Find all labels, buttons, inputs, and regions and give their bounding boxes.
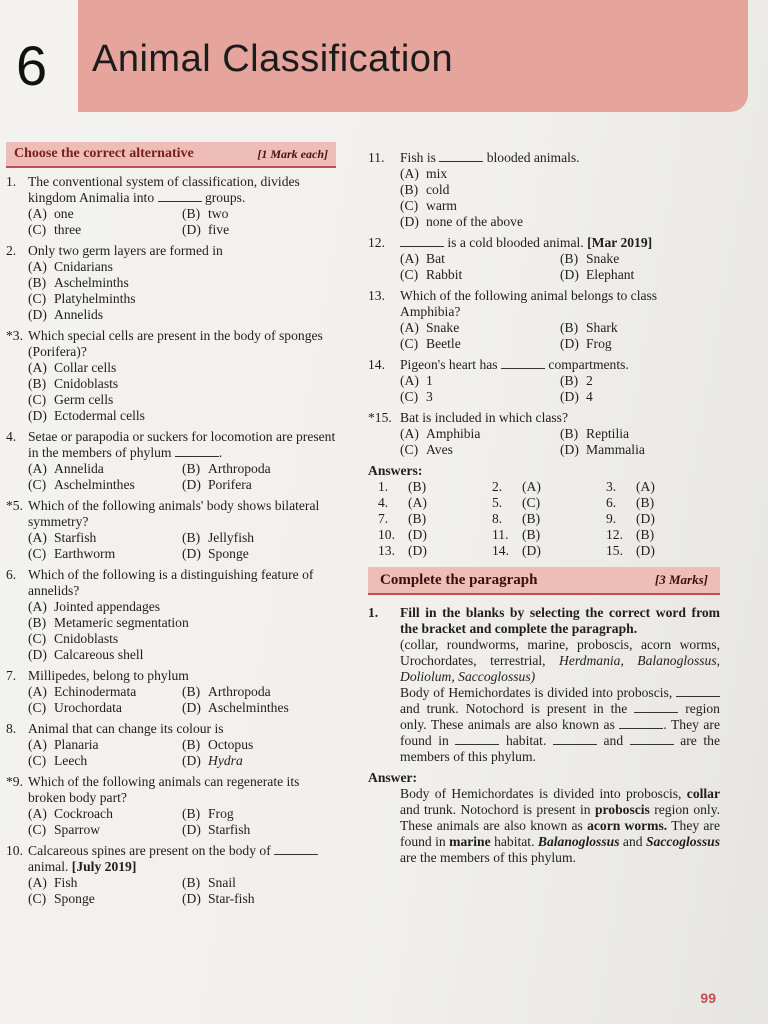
answer-item: 6. (B) (606, 495, 655, 510)
question-15 (368, 410, 720, 458)
section-heading-text: Complete the paragraph (380, 572, 538, 588)
option-a: (A) Cnidarians (28, 259, 113, 274)
question-number: 8. (6, 721, 17, 736)
question-10 (6, 843, 336, 907)
option-b: (B) Octopus (182, 737, 254, 752)
option-a: (A) Echinodermata (28, 684, 137, 699)
option-d: (D) Calcareous shell (28, 647, 144, 662)
question-12 (368, 235, 720, 283)
right-column (368, 150, 720, 866)
answer-blank (175, 445, 219, 457)
options (6, 206, 336, 238)
question-number: 13. (368, 288, 385, 303)
answer-blank (501, 357, 545, 369)
option-d: (D) Porifera (182, 477, 252, 492)
question-number: 1. (6, 174, 17, 189)
answer-blank (158, 190, 202, 202)
question-11 (368, 150, 720, 230)
answer-item: 7. (B) (378, 511, 427, 526)
option-a: (A) Starfish (28, 530, 97, 545)
fill-paragraph: Body of Hemichordates is divided into proboscis, and trunk. Notochord is present in the region only. These animals are also known as . They are found in habitat. and are the members of this phylum. (400, 685, 721, 764)
option-d: (D) Star-fish (182, 891, 255, 906)
answer-item: 5. (C) (492, 495, 541, 510)
option-c: (C) Sparrow (28, 822, 101, 837)
question-number: 10. (6, 843, 23, 858)
options (368, 373, 720, 405)
question-6 (6, 567, 336, 663)
option-a: (A) Cockroach (28, 806, 113, 821)
options (6, 259, 336, 323)
section-heading-text: Choose the correct alternative (14, 146, 194, 161)
option-a: (A) one (28, 206, 74, 221)
question-text: Pigeon's heart has (400, 357, 498, 372)
option-b: (B) 2 (560, 373, 593, 388)
option-d: (D) 4 (560, 389, 593, 404)
question-number: *3. (6, 328, 23, 343)
option-d: (D) Mammalia (560, 442, 645, 457)
question-8 (6, 721, 336, 769)
option-b: (B) Snake (560, 251, 620, 266)
answer-item: 3. (A) (606, 479, 655, 494)
options (6, 530, 336, 562)
question-number: *9. (6, 774, 23, 789)
option-b: (B) Metameric segmentation (28, 615, 189, 630)
question-text: Fish is (400, 150, 436, 165)
answer-key (368, 479, 720, 559)
question-text: Only two germ layers are formed in (28, 243, 223, 258)
option-c: (C) Rabbit (400, 267, 463, 282)
question-number: 7. (6, 668, 17, 683)
question-text: The conventional system of classification, divides kingdom Animalia into (28, 174, 300, 205)
option-b: (B) cold (400, 182, 450, 197)
answer-item: 11. (B) (492, 527, 541, 542)
option-c: (C) 3 (400, 389, 433, 404)
question-2 (6, 243, 336, 323)
answer-item: 9. (D) (606, 511, 655, 526)
option-b: (B) Cnidoblasts (28, 376, 119, 391)
option-c: (C) Urochordata (28, 700, 122, 715)
left-column (6, 142, 336, 912)
option-b: (B) two (182, 206, 229, 221)
option-c: (C) Aves (400, 442, 453, 457)
option-a: (A) Fish (28, 875, 78, 890)
question-number: *5. (6, 498, 23, 513)
chapter-title: Animal Classification (92, 38, 454, 80)
answer-blank (400, 235, 444, 247)
question-5 (6, 498, 336, 562)
exam-tag: [Mar 2019] (587, 235, 653, 250)
option-b: (B) Jellyfish (182, 530, 255, 545)
option-c: (C) three (28, 222, 82, 237)
option-d: (D) Aschelminthes (182, 700, 289, 715)
option-b: (B) Arthropoda (182, 461, 271, 476)
question-text: Which of the following animals can regenerate its broken body part? (28, 774, 300, 805)
options (6, 684, 336, 716)
question-4: 4. Setae or parapodia or suckers for locomotion are present in the members of phylum . (A) Annelida (B) Arthropoda (C) Aschelminthes (D) Porifera (6, 429, 336, 492)
options (368, 426, 720, 458)
question-text: Which of the following animals' body shows bilateral symmetry? (28, 498, 320, 529)
question-1 (6, 174, 336, 238)
option-d: (D) Sponge (182, 546, 249, 561)
options (6, 461, 336, 493)
option-d: (D) Ectodermal cells (28, 408, 145, 423)
option-c: (C) warm (400, 198, 457, 213)
question-7 (6, 668, 336, 716)
option-b: (B) Reptilia (560, 426, 630, 441)
option-b: (B) Aschelminths (28, 275, 129, 290)
option-a: (A) Amphibia (400, 426, 481, 441)
exam-tag: [July 2019] (71, 859, 137, 874)
option-d: (D) Elephant (560, 267, 635, 282)
answer-item: 13. (D) (378, 543, 427, 558)
answer-heading: Answer: (368, 770, 418, 785)
option-a: (A) 1 (400, 373, 433, 388)
option-b: (B) Arthropoda (182, 684, 271, 699)
answer-item: 2. (A) (492, 479, 541, 494)
option-d: (D) Starfish (182, 822, 251, 837)
option-c: (C) Leech (28, 753, 88, 768)
answer-item: 10. (D) (378, 527, 427, 542)
question-3 (6, 328, 336, 424)
option-a: (A) Annelida (28, 461, 104, 476)
answer-item: 14. (D) (492, 543, 541, 558)
options (6, 360, 336, 424)
options (6, 599, 336, 663)
chapter-number: 6 (16, 34, 48, 97)
question-text-cont: animal. (28, 859, 69, 874)
question-number: *15. (368, 410, 392, 425)
page-number: 99 (700, 990, 716, 1006)
question-text: Calcareous spines are present on the body of (28, 843, 271, 858)
question-14 (368, 357, 720, 405)
question-text-cont: groups. (204, 190, 246, 205)
fill-instruction: Fill in the blanks by selecting the correct word from the bracket and complete the paragraph. (400, 605, 720, 636)
question-text: Which special cells are present in the body of sponges (Porifera)? (28, 328, 323, 359)
option-d: (D) Annelids (28, 307, 104, 322)
question-text-cont: blooded animals. (486, 150, 580, 165)
answer-item: 4. (A) (378, 495, 427, 510)
question-number: 6. (6, 567, 17, 582)
answer-paragraph: Body of Hemichordates is divided into proboscis, collar and trunk. Notochord is present in proboscis region only. These animals are also known as acorn worms. They are found in marine habitat. Balanoglossus and Saccoglossus are the members of this phylum. (400, 786, 721, 865)
answer-item: 8. (B) (492, 511, 541, 526)
options (6, 806, 336, 838)
question-text: Setae or parapodia or suckers for locomotion are present in the members of phylum (28, 429, 336, 460)
section-heading-paragraph (368, 567, 720, 595)
option-d: (D) Frog (560, 336, 612, 351)
question-number: 2. (6, 243, 17, 258)
answer-item: 12. (B) (606, 527, 655, 542)
question-text: Animal that can change its colour is (28, 721, 224, 736)
question-9 (6, 774, 336, 838)
question-text: Which of the following is a distinguishing feature of annelids? (28, 567, 314, 598)
question-number: 1. (368, 605, 379, 620)
option-a: (A) Snake (400, 320, 460, 335)
option-c: (C) Sponge (28, 891, 95, 906)
option-c: (C) Beetle (400, 336, 461, 351)
option-c: (C) Aschelminthes (28, 477, 135, 492)
option-a: (A) Planaria (28, 737, 99, 752)
options (368, 320, 720, 352)
answers-heading: Answers: (368, 463, 423, 478)
question-number: 11. (368, 150, 385, 165)
question-number: 14. (368, 357, 385, 372)
question-text: Which of the following animal belongs to class Amphibia? (400, 288, 658, 319)
question-13 (368, 288, 720, 352)
option-c: (C) Cnidoblasts (28, 631, 119, 646)
option-c: (C) Germ cells (28, 392, 114, 407)
question-number: 4. (6, 429, 17, 444)
fill-question-1 (368, 605, 720, 765)
option-d: (D) none of the above (400, 214, 524, 229)
answer-item: 1. (B) (378, 479, 427, 494)
option-b: (B) Shark (560, 320, 618, 335)
question-text-cont: compartments. (548, 357, 629, 372)
question-text: is a cold blooded animal. (447, 235, 584, 250)
option-a: (A) mix (400, 166, 448, 181)
option-a: (A) Collar cells (28, 360, 117, 375)
option-d: (D) Hydra (182, 753, 243, 768)
section-heading-mcq (6, 142, 336, 168)
section-marks: [1 Mark each] (257, 147, 328, 161)
answer-blank (439, 150, 483, 162)
word-bracket: (collar, roundworms, marine, proboscis, acorn worms, Urochordates, terrestrial, Herdmania, Balanoglossus, Doliolum, Saccoglossus) (400, 637, 721, 684)
question-number: 12. (368, 235, 385, 250)
options (6, 737, 336, 769)
option-b: (B) Frog (182, 806, 234, 821)
option-c: (C) Earthworm (28, 546, 116, 561)
answer-blank (274, 843, 318, 855)
question-text: Millipedes, belong to phylum (28, 668, 189, 683)
option-a: (A) Jointed appendages (28, 599, 161, 614)
option-d: (D) five (182, 222, 230, 237)
options (368, 251, 720, 283)
section-marks: [3 Marks] (654, 572, 708, 587)
option-a: (A) Bat (400, 251, 445, 266)
options (368, 166, 720, 230)
answer-item: 15. (D) (606, 543, 655, 558)
option-c: (C) Platyhelminths (28, 291, 136, 306)
question-text: Bat is included in which class? (400, 410, 568, 425)
options (6, 875, 336, 907)
option-b: (B) Snail (182, 875, 236, 890)
